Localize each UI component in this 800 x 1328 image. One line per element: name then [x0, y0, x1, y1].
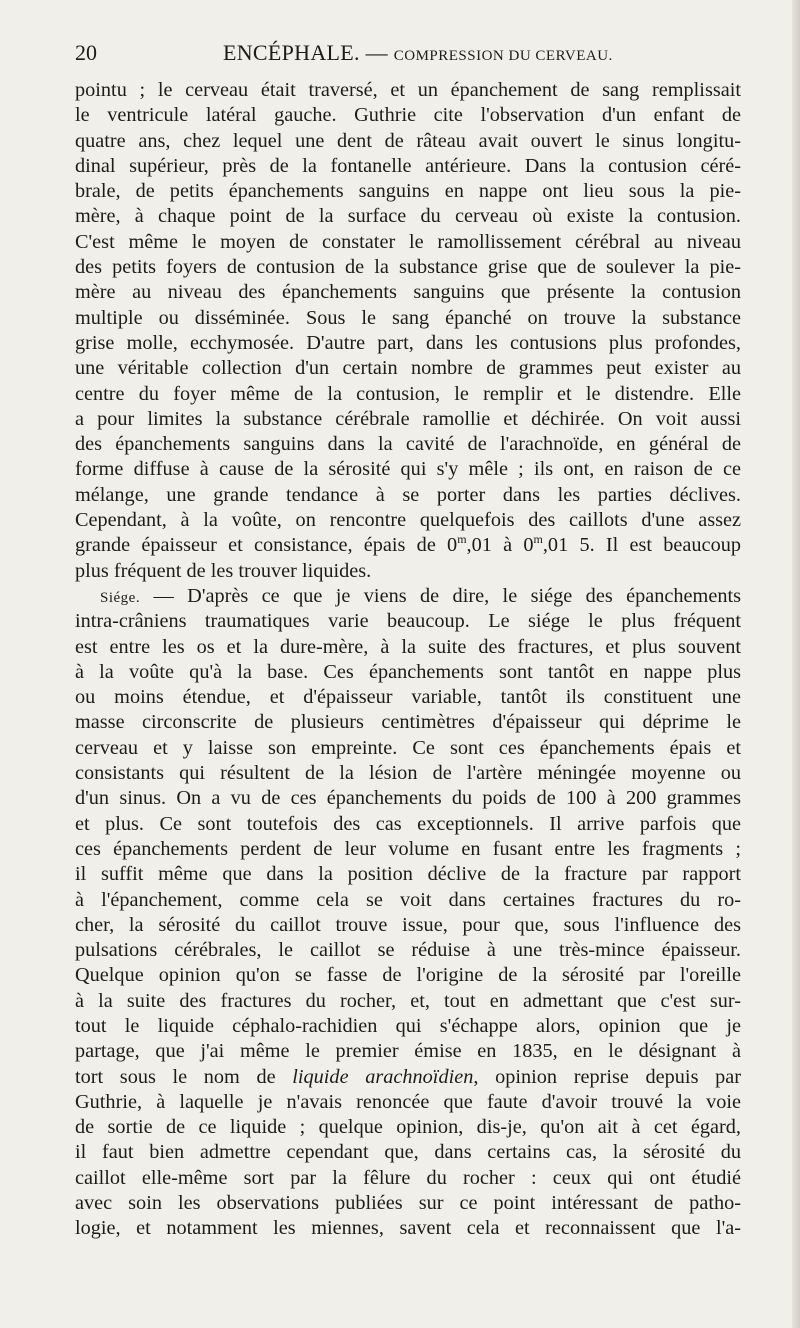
text-line: d'un sinus. On a vu de ces épanchements du poids de 100 à 200 grammes — [75, 787, 741, 810]
text-line: pulsations cérébrales, le caillot se réduise à une très-mince épaisseur. — [75, 939, 741, 962]
unit-superscript: m — [457, 532, 467, 547]
text-line: tout le liquide céphalo-rachidien qui s'échappe alors, opinion que je — [75, 1014, 741, 1037]
text-line: et plus. Ce sont toutefois des cas exceptionnels. Il arrive parfois que — [75, 812, 741, 835]
text-line: dinal supérieur, près de la fontanelle antérieure. Dans la contusion céré- — [75, 154, 741, 177]
text-line: intra-crâniens traumatiques varie beaucoup. Le siége le plus fréquent — [75, 610, 741, 633]
text-line: cerveau et y laisse son empreinte. Ce sont ces épanchements épais et — [75, 736, 741, 759]
text-line: il faut bien admettre cependant que, dans certains cas, la sérosité du — [75, 1141, 741, 1164]
text-line: de sortie de ce liquide ; quelque opinion, dis-je, qu'on ait à cet égard, — [75, 1116, 741, 1139]
text-line: des épanchements sanguins dans la cavité de l'arachnoïde, en général de — [75, 433, 741, 456]
text-line: pointu ; le cerveau était traversé, et un épanchement de sang remplissait — [75, 79, 741, 101]
text-line: le ventricule latéral gauche. Guthrie cite l'observation d'un enfant de — [75, 104, 741, 127]
text-segment: ,01 5. Il est beaucoup — [542, 534, 741, 557]
text-line: ces épanchements perdent de leur volume en fusant entre les fragments ; — [75, 837, 741, 860]
text-line: quatre ans, chez lequel une dent de râteau avait ouvert le sinus longitu- — [75, 129, 741, 152]
running-head-title: ENCÉPHALE. — [223, 40, 360, 65]
text-line: est entre les os et la dure-mère, à la suite des fractures, et plus souvent — [75, 635, 741, 658]
text-line: mélange, une grande tendance à se porter dans les parties déclives. — [75, 483, 741, 506]
text-line: grise molle, ecchymosée. D'autre part, dans les contusions plus profondes, — [75, 331, 741, 354]
text-line: Guthrie, à laquelle je n'avais renoncée que faute d'avoir trouvé la voie — [75, 1090, 741, 1113]
text-line: centre du foyer même de la contusion, le remplir et le distendre. Elle — [75, 382, 741, 405]
text-line-italic — [75, 1065, 741, 1090]
text-line: Cependant, à la voûte, on rencontre quelquefois des caillots d'une assez — [75, 509, 741, 532]
page-header — [75, 40, 741, 70]
text-line: des petits foyers de contusion de la substance grise que de soulever la pie- — [75, 256, 741, 279]
text-line: consistants qui résultent de la lésion de l'artère méningée moyenne ou — [75, 762, 741, 785]
text-segment: grande épaisseur et consistance, épais de 0 — [75, 534, 458, 557]
running-head-subtitle: COMPRESSION DU CERVEAU. — [393, 48, 613, 64]
page-number: 20 — [75, 40, 97, 65]
text-line: mère, à chaque point de la surface du cerveau où existe la contusion. — [75, 205, 741, 228]
siege-paragraph-start — [75, 584, 741, 609]
text-line: C'est même le moyen de constater le ramollissement cérébral au niveau — [75, 230, 741, 253]
text-line: à l'épanchement, comme cela se voit dans certaines fractures du ro- — [75, 888, 741, 911]
text-segment: — D'après ce que je viens de dire, le siége des épanchements — [140, 584, 741, 607]
text-line: caillot elle-même sort par la fêlure du rocher : ceux qui ont étudié — [75, 1166, 741, 1189]
text-line: à la suite des fractures du rocher, et, tout en admettant que c'est sur- — [75, 989, 741, 1012]
text-line: avec soin les observations publiées sur ce point intéressant de patho- — [75, 1192, 741, 1215]
text-segment: ,01 à 0 — [466, 534, 534, 557]
text-line: forme diffuse à cause de la sérosité qui s'y mêle ; ils ont, en raison de ce — [75, 458, 741, 481]
text-segment: tort sous le nom de — [75, 1065, 293, 1088]
text-line: il suffit même que dans la position déclive de la fracture par rapport — [75, 863, 741, 886]
italic-term: liquide arachnoïdien — [292, 1065, 474, 1088]
text-line: masse circonscrite de plusieurs centimètres d'épaisseur qui déprime le — [75, 711, 741, 734]
text-line: multiple ou disséminée. Sous le sang épanché on trouve la substance — [75, 306, 741, 329]
text-line: Quelque opinion qu'on se fasse de l'origine de la sérosité par l'oreille — [75, 964, 741, 987]
text-line: logie, et notamment les miennes, savent cela et reconnaissent que l'a- — [75, 1217, 741, 1240]
text-line: cher, la sérosité du caillot trouve issue, pour que, sous l'influence des — [75, 913, 741, 936]
text-line: à la voûte qu'à la base. Ces épanchements sont tantôt en nappe plus — [75, 660, 741, 683]
text-line: une véritable collection d'un certain nombre de grammes peut exister au — [75, 357, 741, 380]
text-line: partage, que j'ai même le premier émise en 1835, en le désignant à — [75, 1040, 741, 1063]
unit-superscript: m — [533, 532, 543, 547]
body-text — [75, 78, 741, 1242]
page-edge-shadow — [792, 0, 800, 1328]
running-head-separator: — — [359, 40, 394, 65]
running-head — [223, 40, 613, 66]
section-heading-siege: Siége. — [100, 589, 141, 606]
text-line: mère au niveau des épanchements sanguins que présente la contusion — [75, 281, 741, 304]
text-line: a pour limites la substance cérébrale ramollie et déchirée. On voit aussi — [75, 407, 741, 430]
text-line: ou moins étendue, et d'épaisseur variable, tantôt ils constituent une — [75, 686, 741, 709]
text-line-thickness — [75, 533, 741, 558]
text-segment: , opinion reprise depuis par — [473, 1065, 741, 1088]
text-line: brale, de petits épanchements sanguins en nappe ont lieu sous la pie- — [75, 180, 741, 203]
paragraph-end-line: plus fréquent de les trouver liquides. — [75, 559, 372, 582]
